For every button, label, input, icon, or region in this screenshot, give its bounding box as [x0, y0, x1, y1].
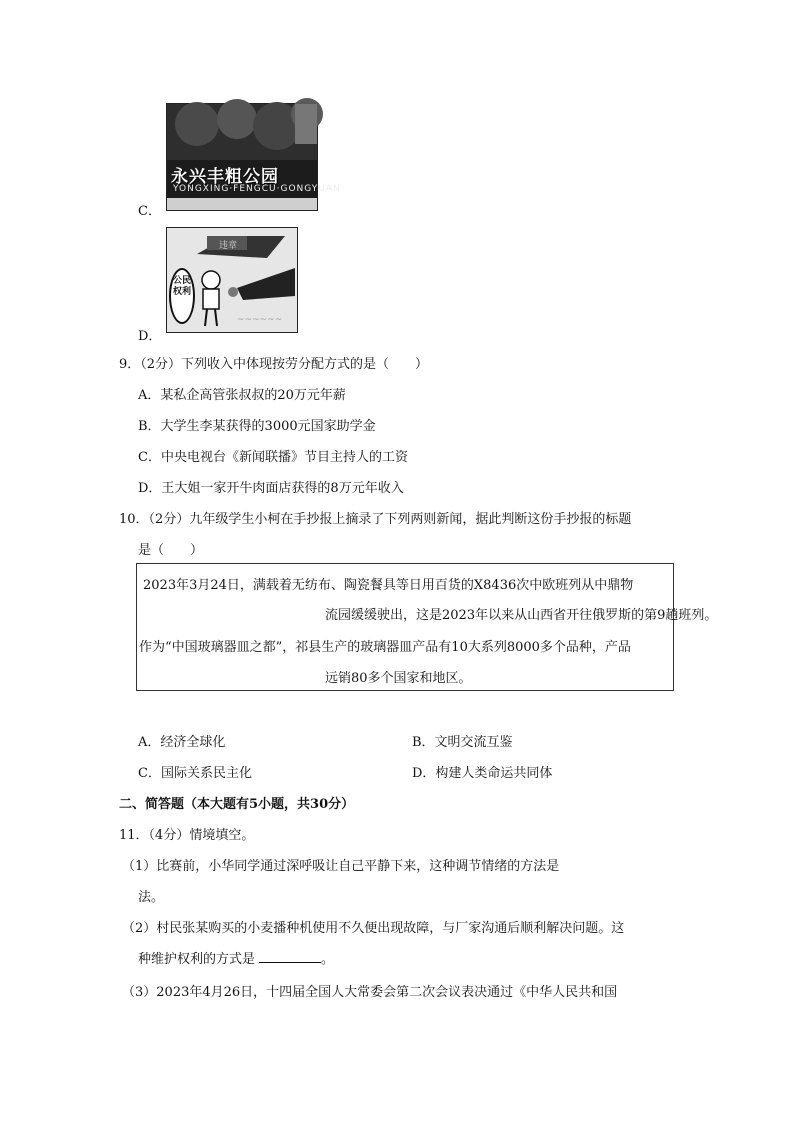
q10-news-box: [136, 563, 718, 691]
q9-option-d: D．王大姐一家开牛肉面店获得的8万元年收入: [138, 481, 404, 496]
option-d-label: D．: [138, 329, 162, 344]
q10-stem-line2: 是（ ）: [138, 543, 204, 558]
news-line: 流园缓缓驶出，这是2023年以来从山西省开往俄罗斯的第9趟班列。: [325, 608, 718, 623]
cartoon-roof-text: 违章: [219, 241, 238, 251]
option-d-image: [166, 227, 298, 333]
q11-part1-line2: 法。: [138, 890, 165, 905]
park-sign-subtext: YONGXING·FENGCU·GONGYUAN: [173, 184, 341, 194]
news-line: 作为“中国玻璃器皿之都”，祁县生产的玻璃器皿产品有10大系列8000多个品种，产品: [139, 640, 631, 655]
option-c-label: C．: [138, 204, 161, 219]
q11-part2-prefix: 种维护权利的方式是: [138, 952, 256, 967]
q10-stem-line1: 10．（2分）九年级学生小柯在手抄报上摘录了下列两则新闻，据此判断这份手抄报的标题: [119, 512, 632, 527]
answer-blank[interactable]: [259, 950, 321, 963]
q10-option-c: C．国际关系民主化: [138, 766, 252, 781]
news-line: 远销80多个国家和地区。: [325, 671, 472, 686]
q9-stem: 9．（2分）下列收入中体现按劳分配方式的是（ ）: [119, 357, 429, 372]
rights-speech-bubble: 公民权利: [169, 268, 195, 324]
section-title: 二、简答题（本大题有5小题，共30分）: [119, 797, 355, 812]
option-c-image: [166, 103, 341, 211]
q10-option-a: A．经济全球化: [138, 735, 226, 750]
park-sign-photo: [167, 104, 317, 210]
news-line: 2023年3月24日，满载着无纺布、陶瓷餐具等日用百货的X8436次中欧班列从中鼎物: [143, 578, 634, 593]
svg-text:~~~~~~: ~~~~~~: [237, 315, 283, 325]
q10-option-d: D．构建人类命运共同体: [412, 766, 553, 781]
q11-part1-line1: （1）比赛前，小华同学通过深呼吸让自己平静下来，这种调节情绪的方法是: [122, 859, 560, 874]
q11-part3-line1: （3）2023年4月26日，十四届全国人大常委会第二次会议表决通过《中华人民共和国: [122, 985, 618, 1000]
q11-part2-line1: （2）村民张某购买的小麦播种机使用不久便出现故障，与厂家沟通后顺利解决问题。这: [122, 921, 625, 936]
q11-part2-suffix: 。: [321, 952, 335, 967]
q9-option-a: A．某私企高管张叔叔的20万元年薪: [138, 388, 346, 403]
q11-part2-line2: [138, 948, 334, 967]
q11-stem: 11．（4分）情境填空。: [119, 828, 255, 843]
q9-option-b: B．大学生李某获得的3000元国家助学金: [138, 419, 376, 434]
q9-option-c: C．中央电视台《新闻联播》节目主持人的工资: [138, 450, 408, 465]
q10-option-b: B．文明交流互鉴: [412, 735, 513, 750]
park-sign-text: 永兴丰粗公园: [171, 167, 279, 187]
